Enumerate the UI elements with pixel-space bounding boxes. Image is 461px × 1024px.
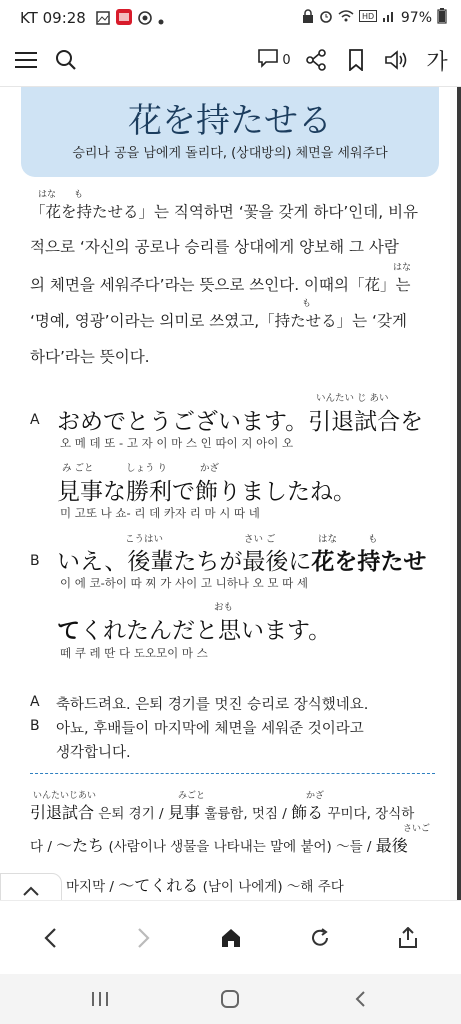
gallery-icon (96, 10, 110, 29)
forward-icon[interactable] (124, 918, 164, 958)
vocab-word: 飾る (291, 803, 324, 822)
home-icon[interactable] (211, 918, 251, 958)
browser-bottom-nav (0, 900, 461, 975)
dialogue-b-line-1 (57, 543, 426, 576)
svg-text:HD: HD (361, 12, 375, 21)
hd-icon (359, 10, 377, 26)
vocab-def: 은퇴 경기 / (94, 806, 168, 822)
wifi-icon (338, 9, 354, 27)
clock: 09:28 (42, 9, 86, 27)
system-nav-bar (0, 974, 461, 1024)
dialogue-b-line-2-plain: くれたんだと思います。 (80, 618, 332, 644)
status-carrier-time (20, 9, 86, 27)
ruby-migoto: み ごと (62, 463, 94, 474)
article-toolbar (0, 34, 461, 86)
explanation-line-5: 하다’라는 뜻이다. (30, 348, 150, 366)
share-out-icon[interactable] (388, 918, 428, 958)
ruby-kouhai: こうはい (125, 534, 164, 545)
vocab-word: 〜たち (56, 836, 105, 855)
vocab-def: 꾸미다, 장식하 (323, 806, 415, 822)
translation-b-label: B (30, 718, 40, 734)
carrier-label: KT (20, 9, 38, 27)
vocab-ruby-1: いんたいじあい (33, 791, 97, 801)
ruby-omo: おも (214, 602, 234, 613)
signal-icon (382, 9, 396, 27)
comment-icon (257, 48, 279, 72)
vocab-def: (남이 나에게) 〜해 주다 (198, 879, 344, 895)
page-title: 花を持たせる (128, 101, 332, 141)
menu-icon[interactable] (12, 46, 40, 74)
dialogue-a-pron-1: 오 메 데 또 - 고 자 이 마 스 인 따이 지 아이 오 (60, 436, 294, 450)
ruby-hana-3: はな (318, 534, 338, 545)
dialogue-b-pron-1: 이 에 코-하이 따 찌 가 사이 고 니하나 오 모 따 세 (60, 576, 308, 590)
battery-percent: 97% (400, 10, 432, 26)
vocab-def: (사람이나 생물을 나타내는 말에 붙어) 〜들 / (104, 839, 376, 855)
dialogue-b-line-1-bold: 花を持たせ (311, 549, 427, 575)
comment-button[interactable] (252, 46, 296, 74)
explanation-line-3: 의 체면을 세워주다’라는 뜻으로 쓰인다. 이때의「花」는 (30, 276, 411, 294)
system-back-icon[interactable] (340, 979, 380, 1019)
refresh-icon[interactable] (300, 918, 340, 958)
dialogue-a-pron-2: 미 고또 나 쇼- 리 데 카자 리 마 시 따 네 (60, 506, 260, 520)
vocab-def: 마지막 / (66, 879, 119, 895)
font-size-button[interactable]: 가 (426, 49, 448, 75)
speaker-icon[interactable] (382, 46, 412, 74)
battery-icon (437, 8, 447, 28)
translation-b-text-2: 생각합니다. (56, 745, 131, 761)
ruby-hana: はな (38, 190, 57, 200)
title-box (21, 87, 439, 177)
vocab-def: 훌륭함, 멋짐 / (199, 806, 292, 822)
dialogue-a-line-1: おめでとうございます。引退試合を (57, 409, 424, 435)
chevron-up-icon (22, 882, 40, 901)
notification-icons (96, 9, 164, 29)
back-icon[interactable] (30, 918, 70, 958)
ruby-mo: も (74, 190, 84, 200)
translation-b-text-1: 아뇨, 후배들이 마지막에 체면을 세워준 것이라고 (56, 721, 364, 737)
ruby-mo-3: も (368, 534, 378, 545)
dialogue-b-line-2 (57, 612, 331, 645)
comment-count: 0 (282, 52, 291, 68)
dialogue-a-line-2: 見事な勝利で飾りましたね。 (57, 479, 356, 505)
alarm-icon (319, 9, 333, 27)
explanation-line-4: ‘명예, 영광’이라는 의미로 쓰였고,「持たせる」는 ‘갖게 (30, 312, 407, 330)
ruby-shouri: しょう り (126, 463, 168, 474)
ruby-kaza: かざ (200, 463, 220, 474)
vocab-ruby-2: みごと (178, 791, 206, 801)
dialogue-b-line-1-plain: いえ、後輩たちが最後に (57, 549, 312, 575)
vocab-line-1 (30, 800, 414, 823)
article-content (0, 87, 461, 900)
vocab-def: 다 / (30, 839, 57, 855)
vocab-ruby-3: かざ (306, 791, 325, 801)
section-divider (30, 773, 435, 774)
dot-icon (158, 10, 164, 29)
calendar-app-icon (116, 9, 132, 29)
page-edge-bar (457, 87, 461, 900)
vocab-word: 〜てくれる (118, 876, 199, 895)
recent-apps-icon[interactable] (80, 979, 120, 1019)
ruby-saigo: さい ご (244, 534, 276, 545)
system-home-icon[interactable] (210, 979, 250, 1019)
bookmark-icon[interactable] (343, 46, 369, 74)
vocab-word: 引退試合 (30, 803, 95, 822)
share-icon[interactable] (302, 46, 330, 74)
status-right (302, 8, 447, 28)
explanation-line-1: 「花を持たせる」는 직역하면 ‘꽃을 갖게 하다’인데, 비유 (30, 203, 419, 221)
speaker-b-label: B (30, 553, 40, 569)
vocab-line-3 (66, 873, 344, 896)
vocab-word: 最後 (375, 836, 408, 855)
page-subtitle: 승리나 공을 남에게 돌리다, (상대방의) 체면을 세워주다 (72, 146, 388, 161)
translation-a-label: A (30, 694, 40, 710)
vocab-ruby-4: さいご (403, 824, 431, 834)
status-bar (0, 0, 461, 34)
explanation-line-2: 적으로 ‘자신의 공로나 승리를 상대에게 양보해 그 사람 (30, 238, 399, 256)
dialogue-b-line-2-bold: て (57, 618, 80, 644)
app-circle-icon (138, 10, 152, 29)
ruby-intai-jiai: いんたい じ あい (316, 393, 389, 404)
ruby-mo-2: も (302, 299, 312, 309)
translation-a-text: 축하드려요. 은퇴 경기를 멋진 승리로 장식했네요. (56, 697, 369, 713)
vocab-line-2 (30, 833, 408, 856)
search-icon[interactable] (52, 46, 80, 74)
ruby-hana-2: はな (393, 263, 412, 273)
dialogue-b-pron-2: 떼 쿠 레 딴 다 도오모이 마 스 (60, 646, 208, 660)
vocab-word: 見事 (167, 803, 200, 822)
lock-icon (302, 9, 314, 27)
speaker-a-label: A (30, 412, 40, 428)
